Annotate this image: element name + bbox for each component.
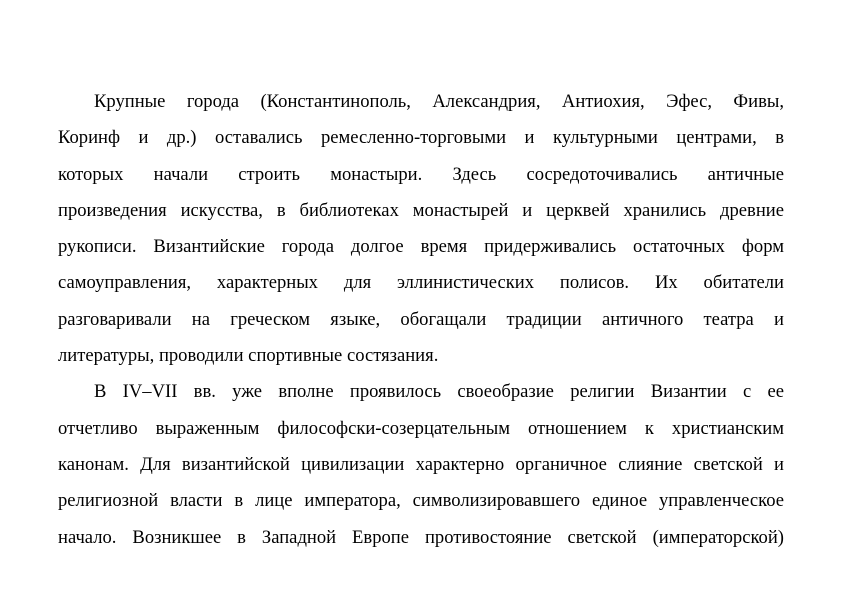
text-line: самоуправления, характерных для эллинистических полисов. Их обитатели [58,272,784,294]
text-line: произведения искусства, в библиотеках монастырей и церквей хранились древние [58,199,784,221]
text-line: Крупные города (Константинополь, Александрия, Антиохия, Эфес, Фивы, [94,91,784,112]
text-line: религиозной власти в лице императора, символизировавшего единое управленческое [58,490,784,512]
paragraph-cities [58,84,784,374]
text-line: разговаривали на греческом языке, обогащали традиции античного театра и [58,308,784,330]
text-line: литературы, проводили спортивные состязания. [58,345,439,367]
paragraph-religion [58,374,784,555]
text-line: Коринф и др.) оставались ремесленно-торговыми и культурными центрами, в [58,127,784,149]
text-line: которых начали строить монастыри. Здесь сосредоточивались античные [58,163,784,185]
text-line: рукописи. Византийские города долгое время придерживались остаточных форм [58,236,784,258]
text-line: В IV–VII вв. уже вполне проявилось своеобразие религии Византии с ее [94,381,784,403]
document-page [58,84,784,556]
text-line: начало. Возникшее в Западной Европе противостояние светской (императорской) [58,526,784,548]
text-line: отчетливо выраженным философски-созерцательным отношением к христианским [58,417,784,439]
text-line: канонам. Для византийской цивилизации характерно органичное слияние светской и [58,453,784,475]
